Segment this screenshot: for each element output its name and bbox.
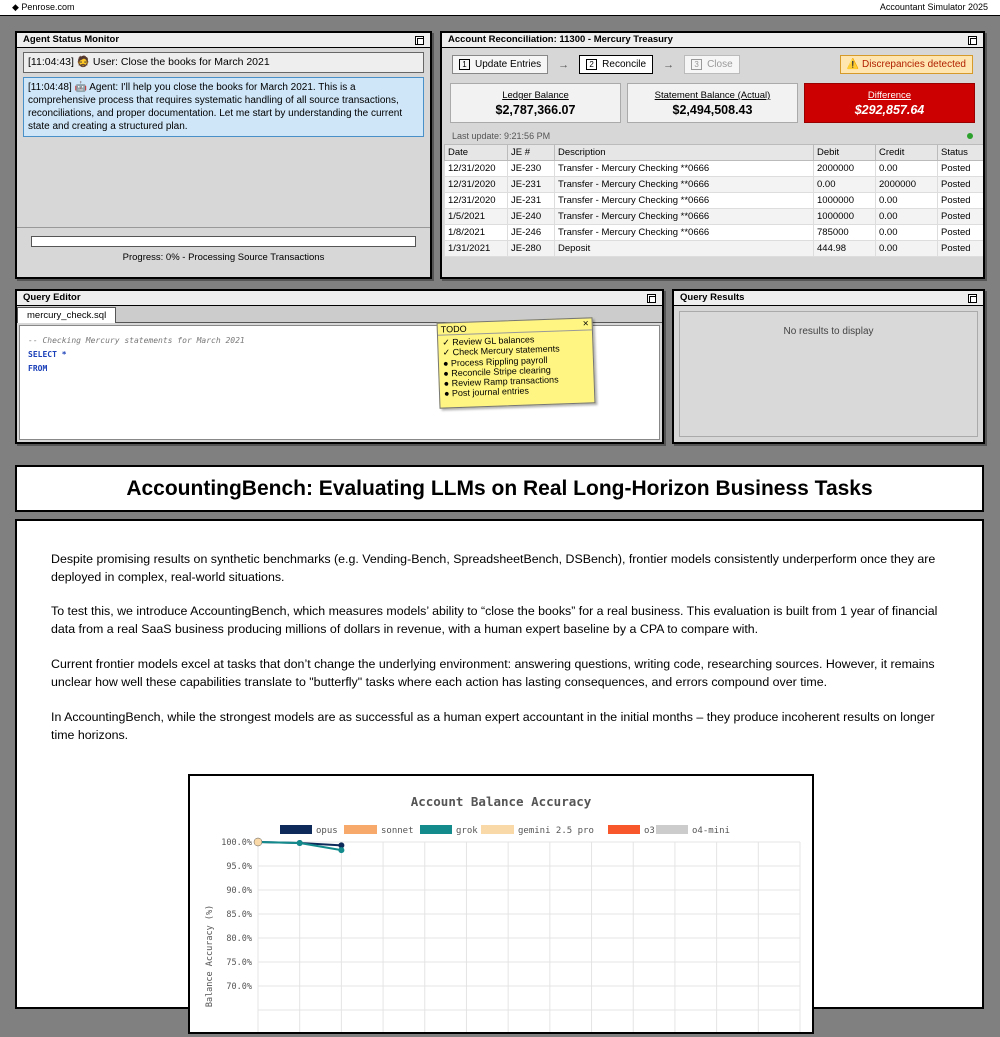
todo-item[interactable]: ● Process Rippling payroll <box>442 354 548 369</box>
workflow-steps <box>442 48 983 81</box>
table-cell: Transfer - Mercury Checking **0666 <box>555 161 814 177</box>
table-cell: JE-231 <box>508 193 555 209</box>
top-bar <box>0 0 1000 16</box>
table-cell: 0.00 <box>876 209 938 225</box>
results-empty-state: No results to display <box>679 311 978 437</box>
article-paragraph: Current frontier models excel at tasks that don’t change the underlying environment: answering questions, writing code, researching sources. However, it remains unclear how well these capabilities translate to "butterfly" tasks where each action has lasting consequences, and errors compound over time. <box>51 657 935 689</box>
progress-text: Progress: 0% - Processing Source Transactions <box>122 252 325 263</box>
maximize-icon[interactable] <box>647 294 656 303</box>
table-cell: 1/31/2021 <box>445 241 508 257</box>
progress-bar <box>31 236 416 247</box>
legend-label: o4-mini <box>692 826 730 836</box>
table-cell: 1/5/2021 <box>445 209 508 225</box>
table-cell: Transfer - Mercury Checking **0666 <box>555 225 814 241</box>
journal-entries-table <box>444 144 985 257</box>
agent-message <box>23 77 424 137</box>
data-point <box>254 838 262 846</box>
message-timestamp: [11:04:43] <box>28 56 74 68</box>
legend-label: opus <box>316 826 338 836</box>
table-cell: Posted <box>938 161 985 177</box>
progress-section <box>17 227 430 277</box>
card-value: $292,857.64 <box>854 103 925 117</box>
y-axis-label: Balance Accuracy (%) <box>205 904 215 1008</box>
table-cell: JE-240 <box>508 209 555 225</box>
table-row[interactable] <box>445 225 985 241</box>
table-cell: JE-280 <box>508 241 555 257</box>
legend-swatch <box>481 825 514 834</box>
table-cell: 785000 <box>814 225 876 241</box>
last-update-text: Last update: 9:21:56 PM <box>452 131 551 141</box>
code-line: SELECT * <box>28 350 67 359</box>
step-number: 3 <box>691 59 702 70</box>
table-cell: Deposit <box>555 241 814 257</box>
table-row[interactable] <box>445 177 985 193</box>
article-paragraph: Despite promising results on synthetic benchmarks (e.g. Vending-Bench, SpreadsheetBench, DSBench), frontier models consistently underperform once they are deployed in complex, real-world situations. <box>51 552 936 584</box>
close-icon[interactable]: × <box>582 318 589 330</box>
discrepancy-badge: ⚠️ Discrepancies detected <box>840 55 973 74</box>
legend-swatch <box>280 825 312 834</box>
table-row[interactable] <box>445 161 985 177</box>
legend-swatch <box>420 825 452 834</box>
ledger-balance-card <box>450 83 621 123</box>
todo-item[interactable]: ✓ Check Mercury statements <box>442 343 560 358</box>
message-timestamp: [11:04:48] <box>28 82 72 93</box>
card-label[interactable]: Statement Balance (Actual) <box>654 90 771 101</box>
data-point <box>297 840 303 846</box>
agent-status-titlebar[interactable] <box>17 33 430 48</box>
column-header[interactable]: JE # <box>508 145 555 161</box>
query-editor-titlebar[interactable] <box>17 291 662 306</box>
y-tick-label: 80.0% <box>226 934 252 944</box>
window-title: Account Reconciliation: 11300 - Mercury Treasury <box>448 34 673 45</box>
window-title: Query Results <box>680 292 745 303</box>
statement-balance-card <box>627 83 798 123</box>
card-label[interactable]: Ledger Balance <box>502 90 569 101</box>
table-cell: Posted <box>938 209 985 225</box>
step-update-entries[interactable] <box>452 55 548 74</box>
column-header[interactable]: Credit <box>876 145 938 161</box>
legend-label: grok <box>456 826 478 836</box>
column-header[interactable]: Status <box>938 145 985 161</box>
todo-item[interactable]: ● Post journal entries <box>443 386 530 400</box>
difference-card <box>804 83 975 123</box>
code-line: FROM <box>28 364 48 373</box>
maximize-icon[interactable] <box>415 36 424 45</box>
todo-item[interactable]: ✓ Review GL balances <box>442 334 535 348</box>
table-header-row <box>445 145 985 161</box>
user-icon: 🧔 <box>76 56 90 68</box>
table-cell: 444.98 <box>814 241 876 257</box>
y-tick-label: 75.0% <box>226 958 252 968</box>
card-value: $2,494,508.43 <box>672 103 753 117</box>
table-cell: 1000000 <box>814 209 876 225</box>
step-label: Close <box>707 59 733 70</box>
legend-swatch <box>656 825 688 834</box>
table-cell: Posted <box>938 225 985 241</box>
column-header[interactable]: Debit <box>814 145 876 161</box>
step-label: Update Entries <box>475 59 542 70</box>
step-number: 2 <box>586 59 597 70</box>
step-close[interactable] <box>684 55 740 74</box>
table-cell: 0.00 <box>814 177 876 193</box>
article-paragraph: In AccountingBench, while the strongest models are as successful as a human expert accountant in the initial months – they produce incoherent results on longer time horizons. <box>51 710 935 742</box>
table-cell: JE-231 <box>508 177 555 193</box>
code-comment: -- Checking Mercury statements for March 2021 <box>28 336 245 345</box>
article-content <box>15 519 984 1009</box>
table-cell: Transfer - Mercury Checking **0666 <box>555 209 814 225</box>
table-cell: Posted <box>938 177 985 193</box>
reconciliation-titlebar[interactable] <box>442 33 983 48</box>
table-cell: Posted <box>938 193 985 209</box>
window-title: Query Editor <box>23 292 81 303</box>
step-number: 1 <box>459 59 470 70</box>
todo-list <box>438 332 594 399</box>
y-tick-label: 90.0% <box>226 886 252 896</box>
accuracy-chart <box>190 776 812 1032</box>
table-cell: 0.00 <box>876 225 938 241</box>
card-label[interactable]: Difference <box>867 90 912 101</box>
status-dot-icon <box>967 133 973 139</box>
legend-label: sonnet <box>381 826 414 836</box>
table-cell: 0.00 <box>876 193 938 209</box>
table-cell: 1000000 <box>814 193 876 209</box>
article-paragraph: To test this, we introduce AccountingBench, which measures models’ ability to “close the books” for a real business. This evaluation is built from 1 year of financial data from a real SaaS business producing millions of dollars in revenue, with a human expert baseline by a CPA to compare with. <box>51 604 938 636</box>
query-results-titlebar[interactable] <box>674 291 983 306</box>
user-message <box>23 52 424 73</box>
todo-note[interactable] <box>437 317 596 408</box>
table-row[interactable] <box>445 193 985 209</box>
maximize-icon[interactable] <box>968 294 977 303</box>
site-name[interactable]: ◆ Penrose.com <box>12 2 75 12</box>
balance-cards <box>442 81 983 125</box>
message-text: User: Close the books for March 2021 <box>92 56 270 68</box>
reconciliation-window <box>440 31 985 279</box>
column-header[interactable]: Date <box>445 145 508 161</box>
chart-title: Account Balance Accuracy <box>410 794 592 809</box>
last-update <box>442 125 983 144</box>
robot-icon: 🤖 <box>74 82 87 93</box>
legend-swatch <box>608 825 640 834</box>
legend-swatch <box>344 825 377 834</box>
article-heading: AccountingBench: Evaluating LLMs on Real Long-Horizon Business Tasks <box>15 465 984 512</box>
table-row[interactable] <box>445 241 985 257</box>
table-cell: JE-246 <box>508 225 555 241</box>
maximize-icon[interactable] <box>968 36 977 45</box>
arrow-right-icon: → <box>558 58 570 71</box>
y-tick-label: 70.0% <box>226 982 252 992</box>
data-point <box>338 847 344 853</box>
table-cell: 12/31/2020 <box>445 161 508 177</box>
table-body <box>445 161 985 257</box>
table-cell: 12/31/2020 <box>445 177 508 193</box>
table-cell: 12/31/2020 <box>445 193 508 209</box>
chart-container <box>188 774 814 1034</box>
step-label: Reconcile <box>602 59 647 70</box>
window-title: Agent Status Monitor <box>23 34 120 45</box>
table-cell: Posted <box>938 241 985 257</box>
table-cell: Transfer - Mercury Checking **0666 <box>555 177 814 193</box>
table-cell: 2000000 <box>814 161 876 177</box>
legend-label: o3 <box>644 826 655 836</box>
tab-mercury-check[interactable]: mercury_check.sql <box>17 307 116 323</box>
table-cell: 0.00 <box>876 161 938 177</box>
todo-title: TODO <box>440 323 467 335</box>
table-cell: JE-230 <box>508 161 555 177</box>
table-row[interactable] <box>445 209 985 225</box>
table-cell: 1/8/2021 <box>445 225 508 241</box>
todo-item[interactable]: ● Review Ramp transactions <box>443 374 559 389</box>
todo-item[interactable]: ● Reconcile Stripe clearing <box>443 364 551 379</box>
table-cell: 2000000 <box>876 177 938 193</box>
card-value: $2,787,366.07 <box>495 103 576 117</box>
table-cell: Transfer - Mercury Checking **0666 <box>555 193 814 209</box>
app-name: Accountant Simulator 2025 <box>879 2 988 12</box>
legend-label: gemini 2.5 pro <box>518 826 594 836</box>
arrow-right-icon: → <box>663 58 675 71</box>
column-header[interactable]: Description <box>555 145 814 161</box>
message-text: Agent: I'll help you close the books for March 2021. This is a comprehensive process that requires systematic handling of all source transactions, reconciliations, and proper documentation. Let me start by understanding the current state and creating a structured plan. <box>28 82 403 132</box>
query-results-window <box>672 289 985 444</box>
table-cell: 0.00 <box>876 241 938 257</box>
y-tick-label: 95.0% <box>226 862 252 872</box>
step-reconcile[interactable] <box>579 55 653 74</box>
y-tick-label: 85.0% <box>226 910 252 920</box>
y-tick-label: 100.0% <box>221 838 252 848</box>
agent-status-window <box>15 31 432 279</box>
